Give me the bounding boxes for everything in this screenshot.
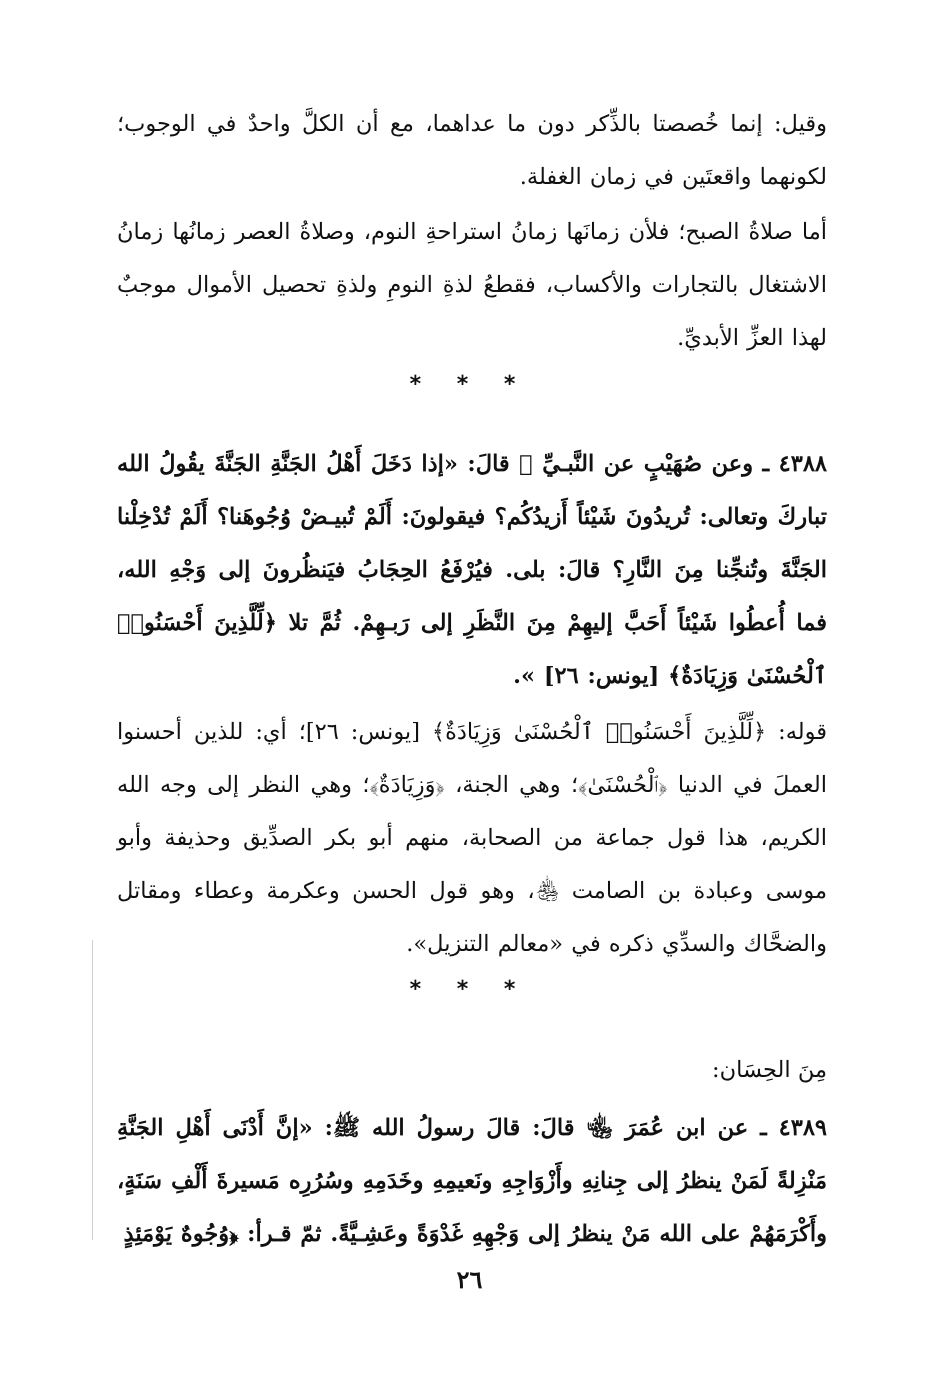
page-number: ٢٦	[456, 1265, 483, 1294]
commentary-paragraph-3	[117, 706, 827, 971]
commentary-text-1: وقيل: إنما خُصصتا بالذِّكر دون ما عداهما، مع أن الكلَّ واحدٌ في الوجوب؛ لكونهما واقعتَين في زمان الغفلة.	[117, 111, 827, 190]
scan-margin-line	[92, 940, 93, 1240]
section-heading: مِنَ الحِسَان:	[712, 1057, 827, 1083]
commentary-text-3: قوله: ﴿لِّلَّذِينَ أَحْسَنُوا۟ ٱلْحُسْنَىٰ وَزِيَادَةٌ﴾ [يونس: ٢٦]؛ أي: للذين أحسنوا العملَ في الدنيا ﴿ٱلْحُسْنَىٰ﴾؛ وهي الجنة، ﴿وَزِيَادَةٌ﴾؛ وهي النظر إلى وجه الله الكريم، هذا قول جماعة من الصحابة، منهم أبو بكر الصدِّيق وحذيفة وأبو موسى وعبادة بن الصامت ﵃، وهو قول الحسن وعكرمة وعطاء ومقاتل والضحَّاك والسدِّي ذكره في «معالم التنزيل».	[117, 719, 827, 957]
hadith-text: ٤٣٨٩ ـ عن ابن عُمَرَ ﵄ قالَ: قالَ رسولُ الله ﷺ: «إنَّ أَدْنَى أَهْلِ الجَنَّةِ مَنْزِلةً لَمَنْ ينظرُ إلى جِنانِهِ وأَزْوَاجِهِ ونَعيمِهِ وخَدَمِهِ وسُرُرِه مَسيرةَ أَلْفِ سَنَةٍ، وأَكْرَمَهُمْ على الله مَنْ ينظرُ إلى وَجْهِهِ غَدْوَةً وعَشِـيَّةً. ثمّ قـرأ: ﴿وُجُوهٌ يَوْمَئِذٍ	[117, 1115, 827, 1247]
section-separator: * * *	[409, 977, 530, 1002]
commentary-paragraph-1	[117, 98, 827, 204]
commentary-text-2: أما صلاةُ الصبح؛ فلأن زمانَها زمانُ استراحةِ النوم، وصلاةُ العصر زمانُها زمانُ الاشتغال بالتجارات والأكساب، فقطعُ لذةِ النومِ ولذةِ تحصيل الأموال موجبٌ لهذا العزِّ الأبديِّ.	[117, 219, 827, 351]
hadith-4389	[117, 1102, 827, 1261]
hadith-text: ٤٣٨٨ ـ وعن صُهَيْبٍ عن النَّبـيِّ ﷺ قالَ: «إذا دَخَلَ أَهْلُ الجَنَّةِ الجَنَّةَ يقُولُ الله تباركَ وتعالى: تُريدُونَ شَيْئاً أَزيدُكُم؟ فيقولونَ: أَلَمْ تُبيـضْ وُجُوهَنا؟ أَلَمْ تُدْخِلْنا الجَنَّةَ وتُنجِّنا مِنَ النَّارِ؟ قالَ: بلى. فيُرْفَعُ الحِجَابُ فيَنظُرونَ إلى وَجْهِ الله، فما أُعطُوا شَيْئاً أَحَبَّ إليهِمْ مِنَ النَّظَرِ إلى رَبـهِمْ. ثُمَّ تلا ﴿لِّلَّذِينَ أَحْسَنُوا۟ ٱلْحُسْنَىٰ وَزِيَادَةٌ﴾ [يونس: ٢٦] ».	[117, 451, 827, 689]
section-separator: * * *	[409, 372, 530, 397]
hadith-4388	[117, 438, 827, 703]
commentary-paragraph-2	[117, 206, 827, 365]
